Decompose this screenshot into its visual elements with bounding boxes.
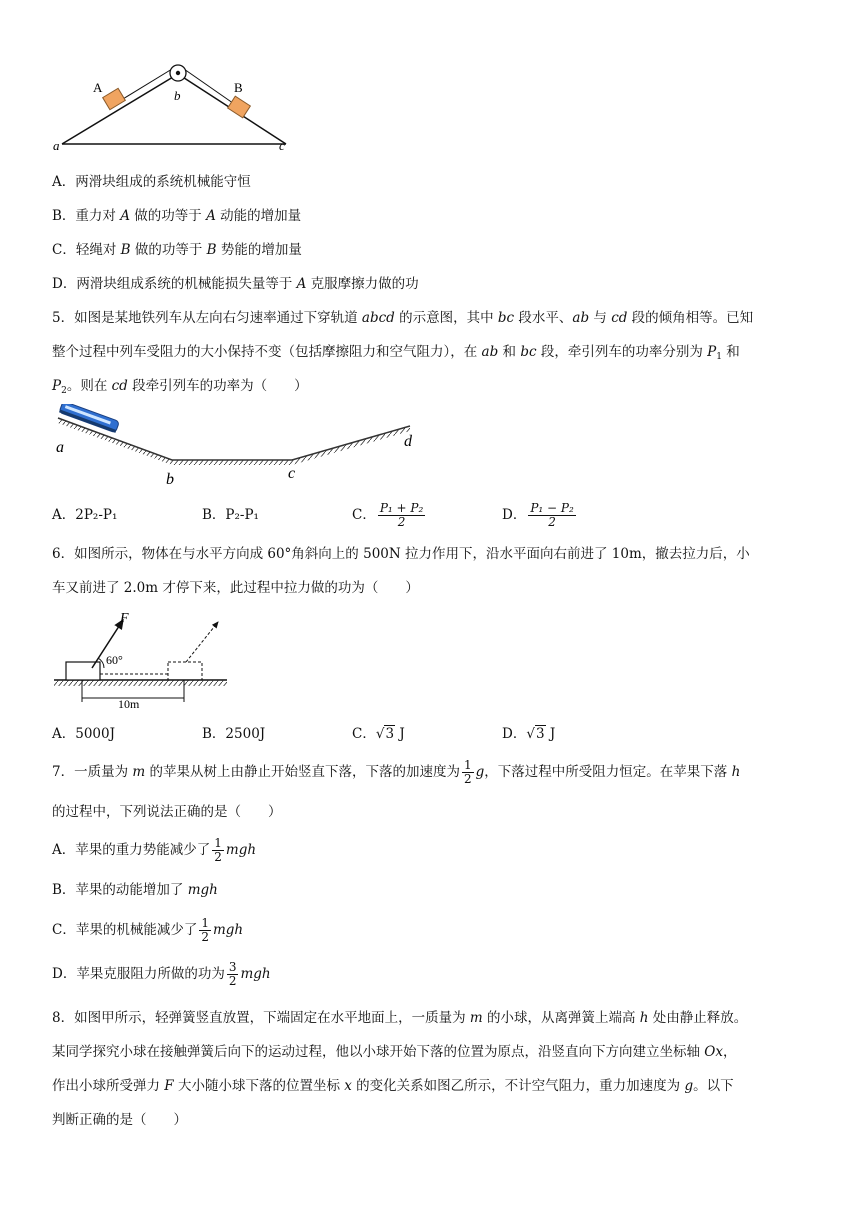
angle-label: 60° <box>106 653 123 667</box>
q7-option-a: A．苹果的重力势能减少了 $\frac{1}{2}$ mgh <box>52 836 257 864</box>
q6-option-d: D．√3 J <box>502 726 556 742</box>
track-point-a: a <box>56 439 64 456</box>
pulley-incline-figure <box>50 62 300 158</box>
point-a-label: a <box>53 138 60 153</box>
pulling-force-figure <box>52 610 232 708</box>
q5-stem-line3: $P_2$。则在 cd 段牵引列车的功率为（ ） <box>52 378 308 396</box>
q6-option-c: C．√3 J <box>352 726 405 742</box>
q5-stem-line2: 整个过程中列车受阻力的大小保持不变（包括摩擦阻力和空气阻力），在 ab 和 bc 段，牵引列车的功率分别为 $P_1$ 和 <box>52 344 740 362</box>
point-b-label: b <box>174 88 181 103</box>
q8-stem-line4: 判断正确的是（ ） <box>52 1112 187 1128</box>
q6-option-a: A．5000J <box>52 726 116 742</box>
force-label-F: F <box>120 611 129 626</box>
block-B-label: B <box>234 80 243 95</box>
q5-option-c: C． $\frac{\text{P₁ + P₂}}{2}$ <box>352 501 424 529</box>
q4-option-b: B．重力对 A 做的功等于 A 动能的增加量 <box>52 208 302 224</box>
q5-option-b: B．P₂-P₁ <box>202 507 259 523</box>
q7-stem-line1: 7．一质量为 m 的苹果从树上由静止开始竖直下落，下落的加速度为 $\frac{1}{2}$ g，下落过程中所受阻力恒定。在苹果下落 h <box>52 758 741 786</box>
q4-option-a: A．两滑块组成的系统机械能守恒 <box>52 174 251 190</box>
q8-stem-line3: 作出小球所受弹力 F 大小随小球下落的位置坐标 x 的变化关系如图乙所示，不计空气阻力，重力加速度为 g。以下 <box>52 1078 734 1094</box>
point-c-label: c <box>279 138 285 153</box>
track-point-c: c <box>288 465 296 482</box>
block-A-label: A <box>93 80 103 95</box>
q7-stem-line2: 的过程中，下列说法正确的是（ ） <box>52 804 282 820</box>
q7-option-b: B．苹果的动能增加了 mgh <box>52 882 218 898</box>
q6-option-b: B．2500J <box>202 726 266 742</box>
q8-stem-line1: 8．如图甲所示，轻弹簧竖直放置，下端固定在水平地面上，一质量为 m 的小球，从离弹簧上端高 h 处由静止释放。 <box>52 1010 748 1026</box>
q4-option-d: D．两滑块组成系统的机械能损失量等于 A 克服摩擦力做的功 <box>52 276 419 292</box>
track-point-d: d <box>404 433 412 450</box>
q7-option-c: C．苹果的机械能减少了 $\frac{1}{2}$ mgh <box>52 916 244 944</box>
q6-stem-line2: 车又前进了 2.0m 才停下来，此过程中拉力做的功为（ ） <box>52 580 419 596</box>
subway-track-figure <box>50 404 430 490</box>
q5-option-d: D． $\frac{\text{P₁ − P₂}}{2}$ <box>502 501 574 529</box>
distance-label: 10m <box>118 697 140 708</box>
q4-option-c: C．轻绳对 B 做的功等于 B 势能的增加量 <box>52 242 302 258</box>
q5-option-a: A．2P₂-P₁ <box>52 507 118 523</box>
q5-stem-line1: 5．如图是某地铁列车从左向右匀速率通过下穿轨道 abcd 的示意图，其中 bc 段水平、ab 与 cd 段的倾角相等。已知 <box>52 310 754 326</box>
q7-option-d: D．苹果克服阻力所做的功为 $\frac{3}{2}$ mgh <box>52 960 271 988</box>
track-point-b: b <box>166 471 174 488</box>
q6-stem-line1: 6．如图所示，物体在与水平方向成 60°角斜向上的 500N 拉力作用下，沿水平面向右前进了 10m，撤去拉力后，小 <box>52 546 750 562</box>
q8-stem-line2: 某同学探究小球在接触弹簧后向下的运动过程，他以小球开始下落的位置为原点，沿竖直向下方向建立坐标轴 Ox， <box>52 1044 737 1060</box>
